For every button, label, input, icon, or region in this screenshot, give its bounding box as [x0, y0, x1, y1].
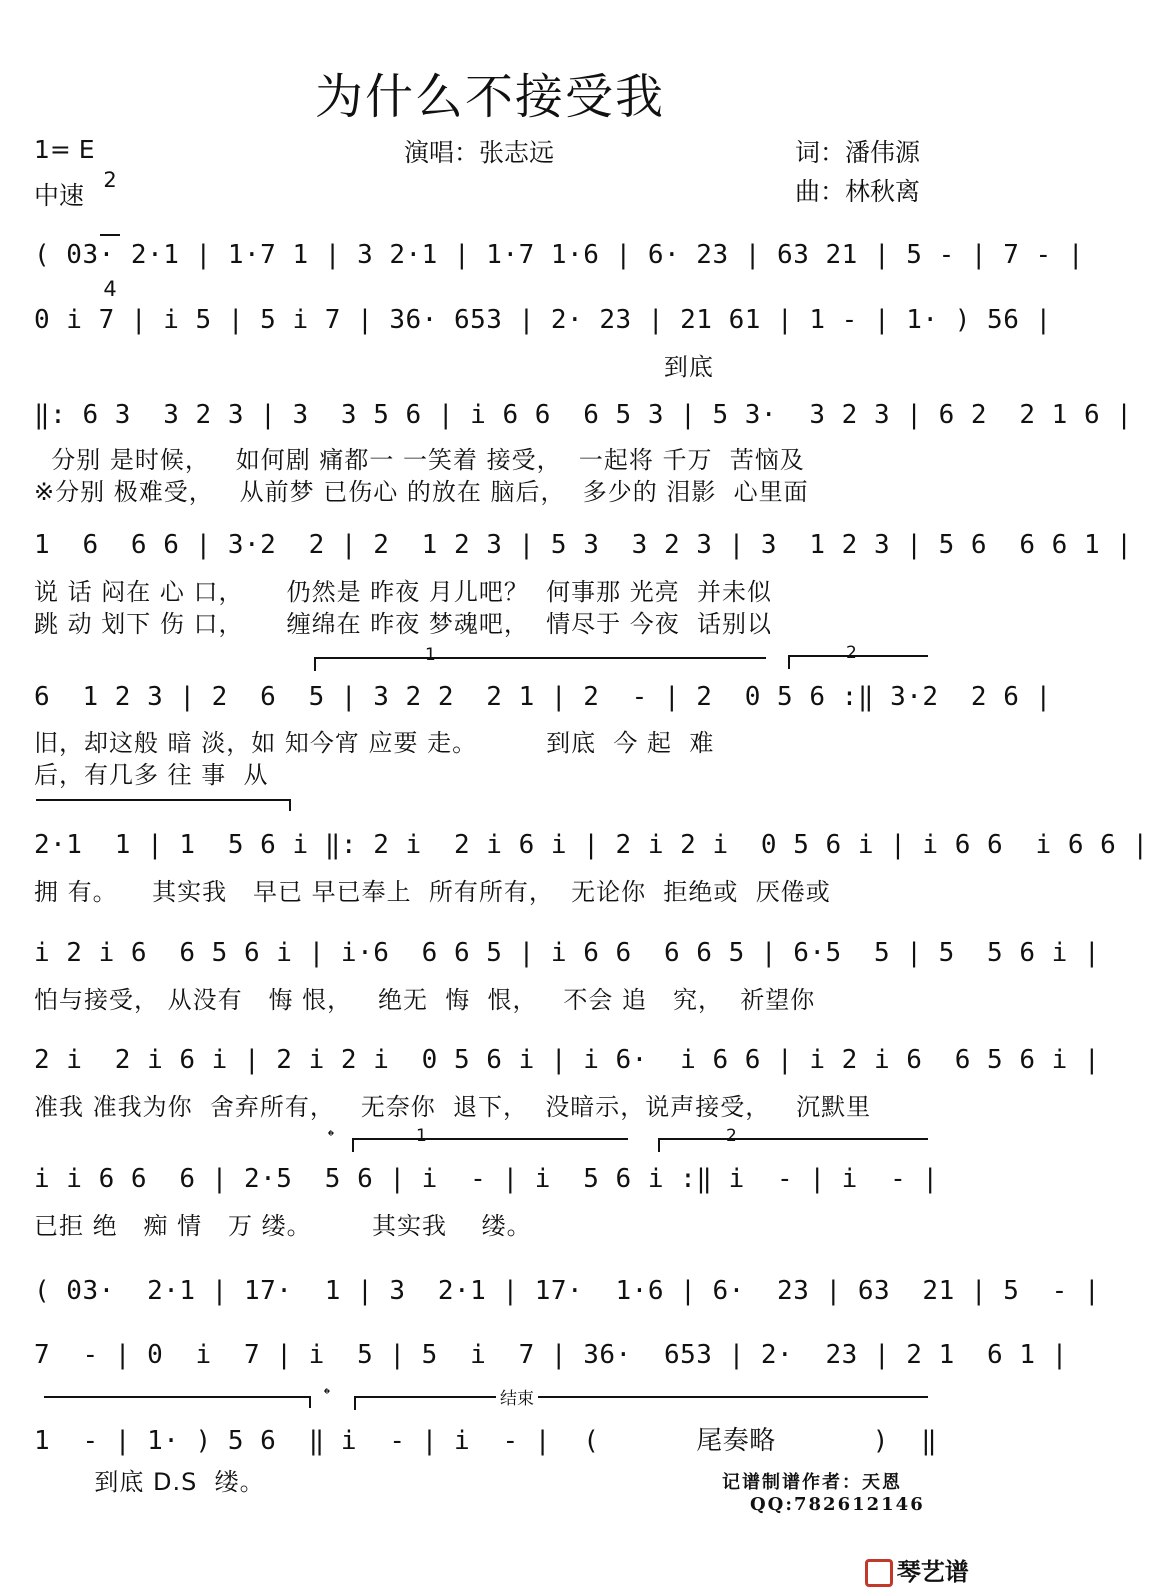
volta-bracket-3 — [352, 1138, 628, 1140]
notation-row-7: i 2 i 6 6 5 6 i | i·6 6 6 5 | i 6 6 6 6 5 | 6·5 5 | 5 5 6 i | — [34, 938, 1101, 968]
singer-credit: 演唱：张志远 — [404, 138, 555, 167]
lyric-row-7: 怕与接受， 从没有 悔 恨， 绝无 悔 恨， 不会 追 究， 祈望你 — [34, 986, 816, 1014]
lyric-row-3-verse-1: 分别 是时候， 如何剧 痛都一 一笑着 接受， 一起将 千万 苦恼及 — [34, 446, 805, 474]
volta-number-1: 1 — [425, 645, 436, 665]
key-signature: 1= E — [34, 135, 95, 164]
time-signature-bottom: 4 — [103, 277, 117, 301]
end-label: 结束 — [496, 1384, 538, 1409]
lyric-row-6: 拥 有。 其实我 早已 早已奉上 所有所有， 无论你 拒绝或 厌倦或 — [34, 878, 831, 906]
arranger-credit: 记谱制谱作者：天恩 — [722, 1472, 902, 1493]
lyric-row-4-verse-1: 说 话 闷在 心 口， 仍然是 昨夜 月儿吧？ 何事那 光亮 并未似 — [34, 578, 773, 606]
tempo-marking: 中速 — [34, 181, 85, 210]
notation-row-8: 2 i 2 i 6 i | 2 i 2 i 0 5 6 i | i 6· i 6 6 | i 2 i 6 6 5 6 i | — [34, 1045, 1101, 1075]
lyric-row-12: 到底 D.S 缕。 — [34, 1468, 265, 1496]
lyric-row-2: 到底 — [34, 353, 714, 381]
end-bracket — [354, 1396, 928, 1398]
lyricist-credit: 词：潘伟源 — [795, 138, 921, 167]
volta-bracket-4-left — [658, 1138, 660, 1152]
time-signature — [100, 128, 120, 321]
coda-mark-1: 𝄌 — [328, 1127, 334, 1147]
lyric-row-8: 准我 准我为你 舍弃所有， 无奈你 退下， 没暗示，说声接受， 沉默里 — [34, 1093, 872, 1121]
volta-number-2: 2 — [846, 643, 857, 663]
logo-text: 琴艺谱 — [896, 1558, 969, 1586]
notation-row-10: ( 03· 2·1 | 17· 1 | 3 2·1 | 17· 1·6 | 6· 23 | 63 21 | 5 - | — [34, 1276, 1101, 1306]
notation-row-11: 7 - | 0 i 7 | i 5 | 5 i 7 | 36· 653 | 2· 23 | 2 1 6 1 | — [34, 1340, 1068, 1370]
lyric-row-5-verse-1: 旧，却这般 暗 淡，如 知今宵 应要 走。 到底 今 起 难 — [34, 729, 715, 757]
contact-qq: QQ:782612146 — [750, 1494, 925, 1515]
volta-bracket-1 — [314, 657, 766, 659]
notation-row-6: 2·1 1 | 1 5 6 i ‖: 2 i 2 i 6 i | 2 i 2 i 0 5 6 i | i 6 6 i 6 6 | — [34, 830, 1149, 860]
ending-bracket — [44, 1396, 310, 1398]
ending-bracket-right — [309, 1396, 311, 1408]
verse-2-bracket-right — [289, 799, 291, 811]
volta-bracket-2 — [788, 655, 928, 657]
notation-row-9: i i 6 6 6 | 2·5 5 6 | i - | i 5 6 i :‖ i - | i - | — [34, 1164, 939, 1194]
notation-row-4: 1 6 6 6 | 3·2 2 | 2 1 2 3 | 5 3 3 2 3 | 3 1 2 3 | 5 6 6 6 1 | — [34, 530, 1133, 560]
notation-row-1: ( 03· 2·1 | 1·7 1 | 3 2·1 | 1·7 1·6 | 6· 23 | 63 21 | 5 - | 7 - | — [34, 240, 1084, 270]
notation-row-3: ‖: 6 3 3 2 3 | 3 3 5 6 | i 6 6 6 5 3 | 5 3· 3 2 3 | 6 2 2 1 6 | — [34, 400, 1133, 430]
lyric-row-3-verse-2: ※分别 极难受， 从前梦 已伤心 的放在 脑后， 多少的 泪影 心里面 — [34, 478, 809, 506]
notation-row-5: 6 1 2 3 | 2 6 5 | 3 2 2 2 1 | 2 - | 2 0 5 6 :‖ 3·2 2 6 | — [34, 682, 1052, 712]
composer-credit: 曲：林秋离 — [795, 177, 921, 206]
volta-bracket-2-left — [788, 655, 790, 669]
volta-number-3: 1 — [416, 1126, 427, 1146]
volta-bracket-4 — [658, 1138, 928, 1140]
logo-icon — [865, 1559, 893, 1587]
lyric-row-9: 已拒 绝 痴 情 万 缕。 其实我 缕。 — [34, 1212, 532, 1240]
volta-bracket-1-left — [314, 657, 316, 671]
site-logo — [848, 1524, 969, 1587]
volta-number-4: 2 — [726, 1126, 737, 1146]
page-title: 为什么不接受我 — [314, 69, 665, 125]
end-bracket-left — [354, 1396, 356, 1410]
time-signature-top: 2 — [103, 168, 117, 192]
notation-row-12: 1 - | 1· ) 5 6 ‖ i - | i - | ( 尾奏略 ) ‖ — [34, 1426, 938, 1456]
volta-bracket-3-left — [352, 1138, 354, 1152]
verse-2-bracket — [36, 799, 290, 801]
coda-mark-2: 𝄌 — [324, 1385, 330, 1405]
lyric-row-5-verse-2: 后，有几多 往 事 从 — [34, 761, 269, 789]
lyric-row-4-verse-2: 跳 动 划下 伤 口， 缠绵在 昨夜 梦魂吧， 情尽于 今夜 话别以 — [34, 610, 773, 638]
notation-row-2: 0 i 7 | i 5 | 5 i 7 | 36· 653 | 2· 23 | 21 61 | 1 - | 1· ) 56 | — [34, 305, 1052, 335]
